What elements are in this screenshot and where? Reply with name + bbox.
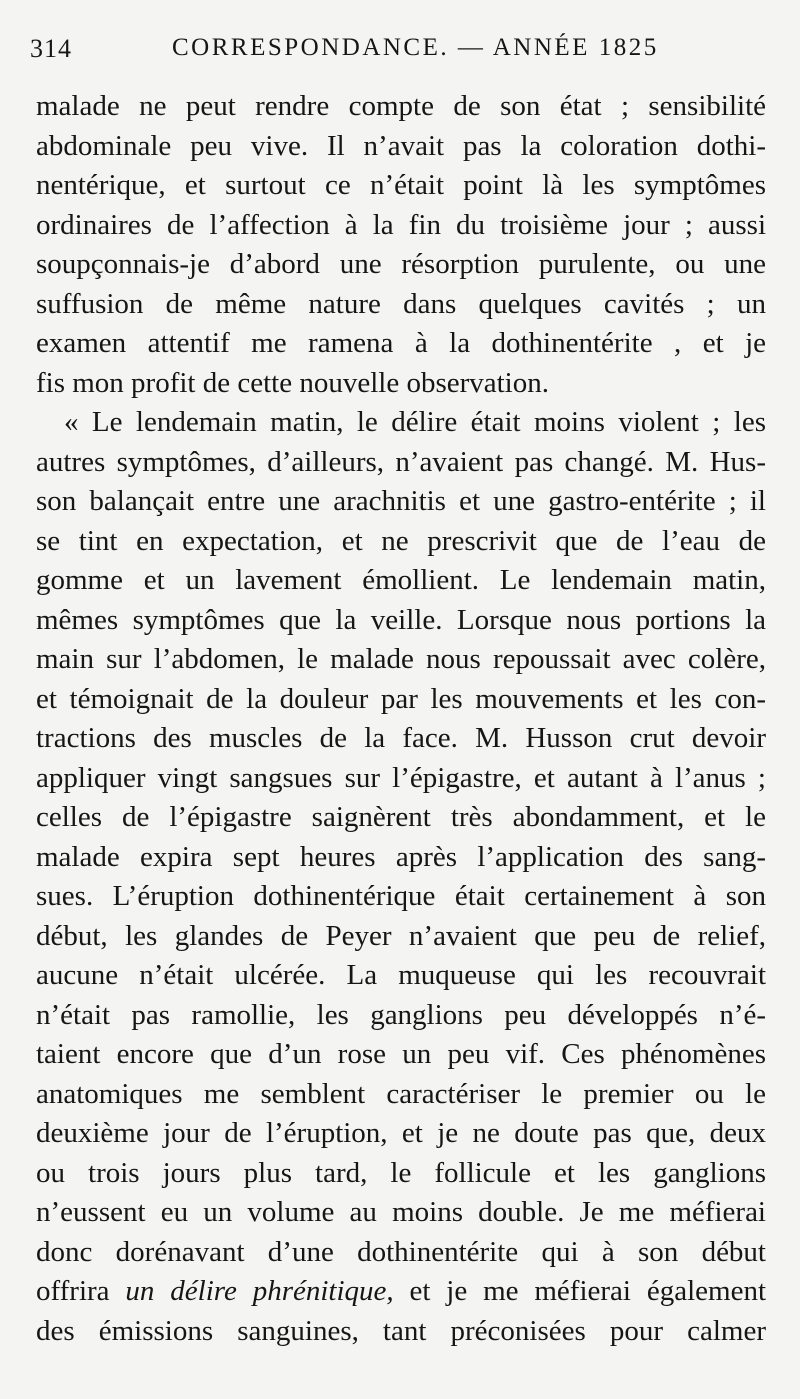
text-line: sues. L’éruption dothinentérique était certainement à son [36, 880, 766, 912]
running-title: CORRESPONDANCE. — ANNÉE 1825 [172, 34, 659, 61]
text-line: anatomiques me semblent caractériser le premier ou le [36, 1078, 766, 1110]
text-line: son balançait entre une arachnitis et une gastro-entérite ; il [36, 485, 766, 517]
text-segment: et je me méfierai également [393, 1275, 766, 1307]
text-line: celles de l’épigastre saignèrent très abondamment, et le [36, 801, 766, 833]
text-line: des émissions sanguines, tant préconisées pour calmer [36, 1315, 766, 1347]
text-line: appliquer vingt sangsues sur l’épigastre, et autant à l’anus ; [36, 762, 766, 794]
text-line: mêmes symptômes que la veille. Lorsque nous portions la [36, 604, 766, 636]
text-line: suffusion de même nature dans quelques cavités ; un [36, 288, 766, 320]
text-line: abdominale peu vive. Il n’avait pas la coloration dothi- [36, 130, 766, 162]
text-line: taient encore que d’un rose un peu vif. Ces phénomènes [36, 1038, 766, 1070]
text-line: nentérique, et surtout ce n’était point là les symptômes [36, 169, 766, 201]
text-line: n’était pas ramollie, les ganglions peu développés n’é- [36, 999, 766, 1031]
text-line: soupçonnais-je d’abord une résorption purulente, ou une [36, 248, 766, 280]
text-line: ou trois jours plus tard, le follicule et les ganglions [36, 1157, 766, 1189]
text-line: main sur l’abdomen, le malade nous repoussait avec colère, [36, 643, 766, 675]
text-line: gomme et un lavement émollient. Le lendemain matin, [36, 564, 766, 596]
text-line: se tint en expectation, et ne prescrivit que de l’eau de [36, 525, 766, 557]
page-number: 314 [30, 34, 72, 63]
text-line: fis mon profit de cette nouvelle observation. [36, 367, 549, 399]
running-header [30, 30, 770, 70]
text-line: deuxième jour de l’éruption, et je ne doute pas que, deux [36, 1117, 766, 1149]
text-line: tractions des muscles de la face. M. Husson crut devoir [36, 722, 766, 754]
text-line [36, 1273, 766, 1309]
italic-phrase: un délire phrénitique, [125, 1275, 394, 1307]
text-line: ordinaires de l’affection à la fin du troisième jour ; aussi [36, 209, 766, 241]
text-line: début, les glandes de Peyer n’avaient que peu de relief, [36, 920, 766, 952]
text-segment: offrira [36, 1275, 126, 1307]
text-line: donc dorénavant d’une dothinentérite qui à son début [36, 1236, 766, 1268]
text-line: aucune n’était ulcérée. La muqueuse qui les recouvrait [36, 959, 766, 991]
text-line: et témoignait de la douleur par les mouvements et les con- [36, 683, 766, 715]
text-line: « Le lendemain matin, le délire était moins violent ; les [64, 406, 766, 438]
text-line: autres symptômes, d’ailleurs, n’avaient pas changé. M. Hus- [36, 446, 766, 478]
text-line: malade expira sept heures après l’application des sang- [36, 841, 766, 873]
text-line: examen attentif me ramena à la dothinentérite , et je [36, 327, 766, 359]
text-line: n’eussent eu un volume au moins double. Je me méfierai [36, 1196, 766, 1228]
text-line: malade ne peut rendre compte de son état ; sensibilité [36, 90, 766, 122]
